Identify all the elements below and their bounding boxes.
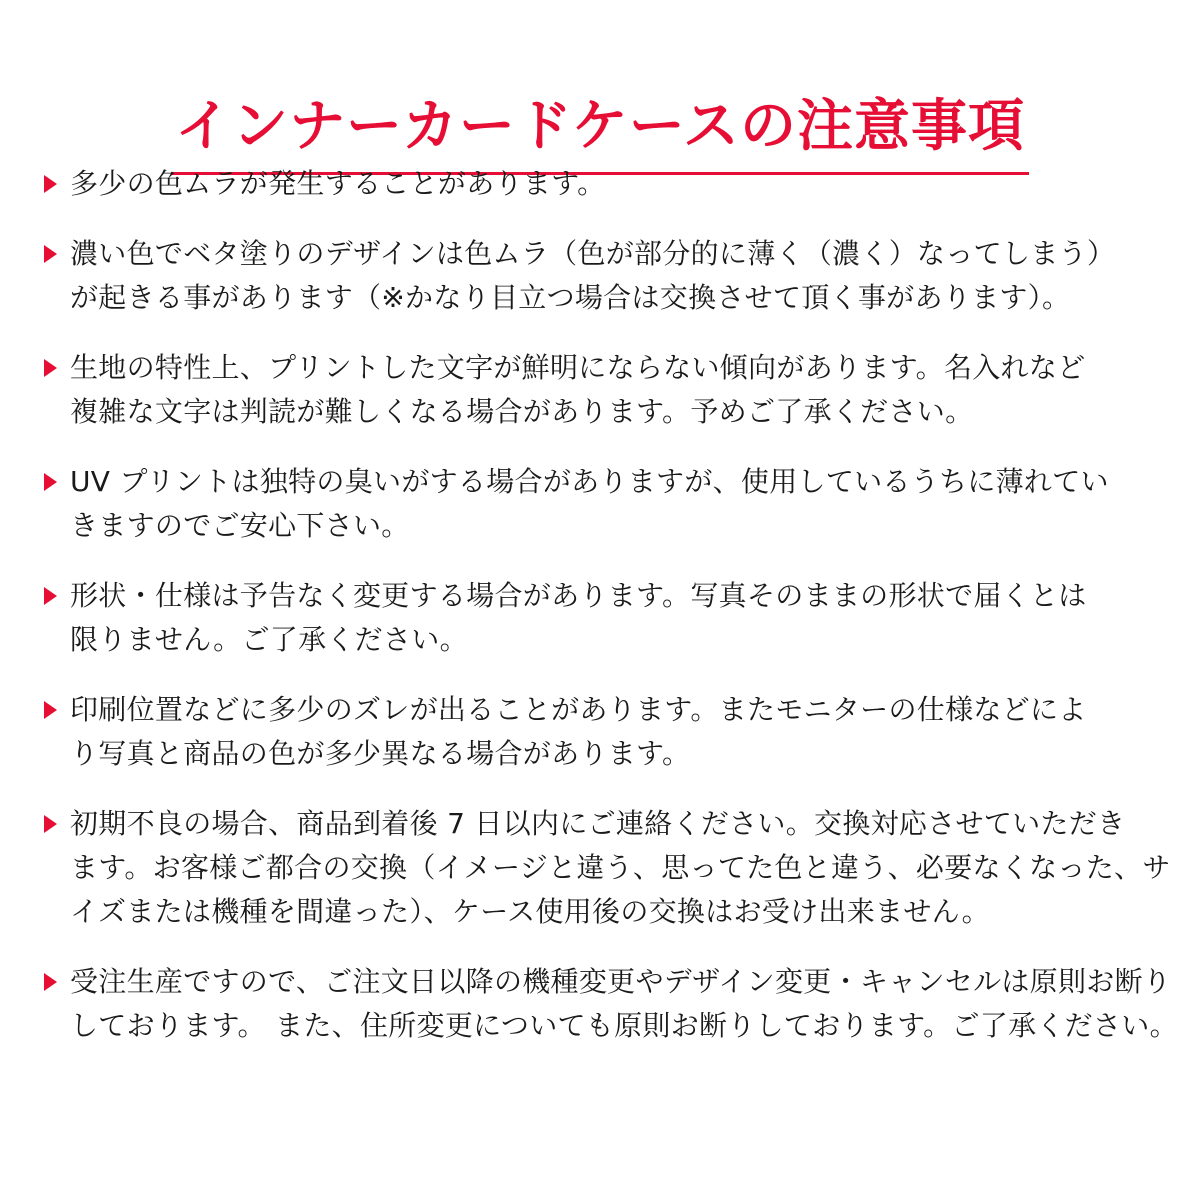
notice-line: 印刷位置などに多少のズレが出ることがあります。またモニターの仕様などによ [70, 693, 1087, 726]
notice-item [70, 802, 1170, 934]
notice-item [70, 346, 1170, 434]
triangle-right-icon [44, 973, 57, 991]
triangle-right-icon [44, 359, 57, 377]
notice-item [70, 162, 1170, 206]
notice-line: きますのでご安心下さい。 [70, 509, 410, 542]
notice-line: 濃い色でベタ塗りのデザインは色ムラ（色が部分的に薄く（濃く）なってしまう） [70, 237, 1116, 270]
notice-line: UV プリントは独特の臭いがする場合がありますが、使用しているうちに薄れてい [70, 465, 1109, 498]
triangle-right-icon [44, 815, 57, 833]
notice-item [70, 960, 1178, 1048]
notice-list [70, 162, 1178, 1074]
triangle-right-icon [44, 587, 57, 605]
notice-item [70, 688, 1170, 776]
notice-line: 生地の特性上、プリントした文字が鮮明にならない傾向があります。名入れなど [70, 351, 1086, 384]
notice-line: 受注生産ですので、ご注文日以降の機種変更やデザイン変更・キャンセルは原則お断り [70, 965, 1172, 998]
page-title: インナーカードケースの注意事項 [171, 90, 1029, 175]
triangle-right-icon [44, 245, 57, 263]
notice-item [70, 574, 1170, 662]
notice-line: 多少の色ムラが発生することがあります。 [70, 167, 606, 200]
notice-line: イズまたは機種を間違った）、ケース使用後の交換はお受け出来ません。 [70, 895, 990, 928]
triangle-right-icon [44, 473, 57, 491]
notice-line: 形状・仕様は予告なく変更する場合があります。写真そのままの形状で届くとは [70, 579, 1087, 612]
notice-item [70, 232, 1170, 320]
triangle-right-icon [44, 175, 57, 193]
notice-line: 複雑な文字は判読が難しくなる場合があります。予めご了承ください。 [70, 395, 974, 428]
notice-line: しております。 また、住所変更についても原則お断りしております。ご了承ください。 [70, 1009, 1178, 1042]
notice-line: り写真と商品の色が多少異なる場合があります。 [70, 737, 691, 770]
notice-line: が起きる事があります（※かなり目立つ場合は交換させて頂く事があります）。 [70, 281, 1071, 314]
notice-line: ます。お客様ご都合の交換（イメージと違う、思ってた色と違う、必要なくなった、サ [70, 851, 1171, 884]
notice-line: 初期不良の場合、商品到着後 7 日以内にご連絡ください。交換対応させていただき [70, 807, 1126, 840]
notice-line: 限りません。ご了承ください。 [70, 623, 468, 656]
triangle-right-icon [44, 701, 57, 719]
notice-item [70, 460, 1170, 548]
